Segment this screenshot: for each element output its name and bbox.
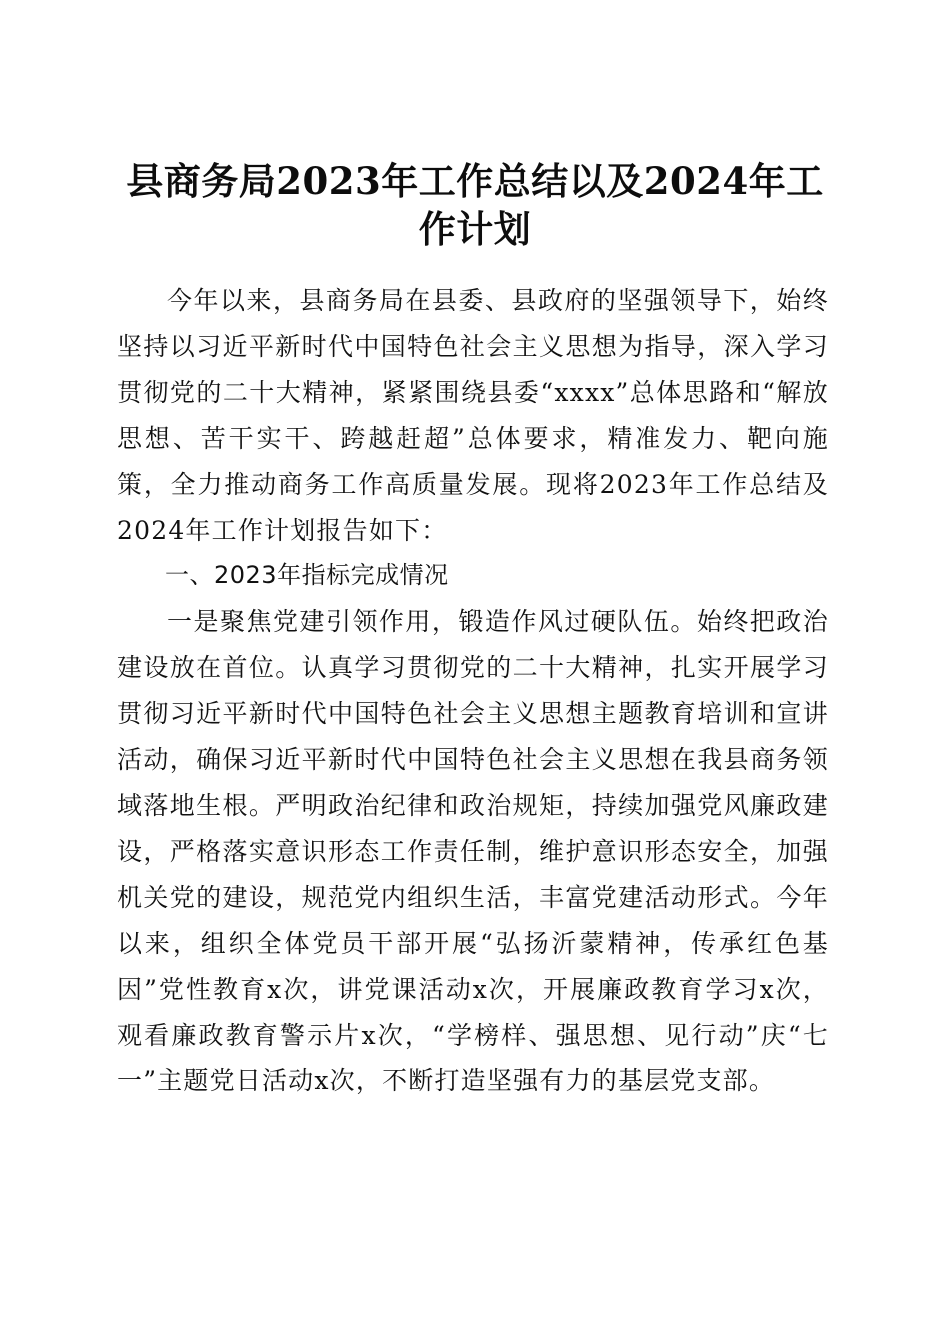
section-heading: 一、2023年指标完成情况 <box>165 561 449 590</box>
intro-paragraph: 今年以来，县商务局在县委、县政府的坚强领导下，始终坚持以习近平新时代中国特色社会主义思想为指导，深入学习贯彻党的二十大精神，紧紧围绕县委“xxxx”总体思路和“解放思想、苦干实干、跨越赶超”总体要求，精准发力、靶向施策，全力推动商务工作高质量发展。现将2023年工作总结及2024年工作计划报告如下： <box>117 286 829 545</box>
body-paragraph: 一是聚焦党建引领作用，锻造作风过硬队伍。始终把政治建设放在首位。认真学习贯彻党的二十大精神，扎实开展学习贯彻习近平新时代中国特色社会主义思想主题教育培训和宣讲活动，确保习近平新时代中国特色社会主义思想在我县商务领域落地生根。严明政治纪律和政治规矩，持续加强党风廉政建设，严格落实意识形态工作责任制，维护意识形态安全，加强机关党的建设，规范党内组织生活，丰富党建活动形式。今年以来，组织全体党员干部开展“弘扬沂蒙精神，传承红色基因”党性教育x次，讲党课活动x次，开展廉政教育学习x次，观看廉政教育警示片x次，“学榜样、强思想、见行动”庆“七一”主题党日活动x次，不断打造坚强有力的基层党支部。 <box>117 607 829 1096</box>
document-body <box>117 278 829 1104</box>
document-title: 县商务局2023年工作总结以及2024年工作计划 <box>126 158 824 251</box>
